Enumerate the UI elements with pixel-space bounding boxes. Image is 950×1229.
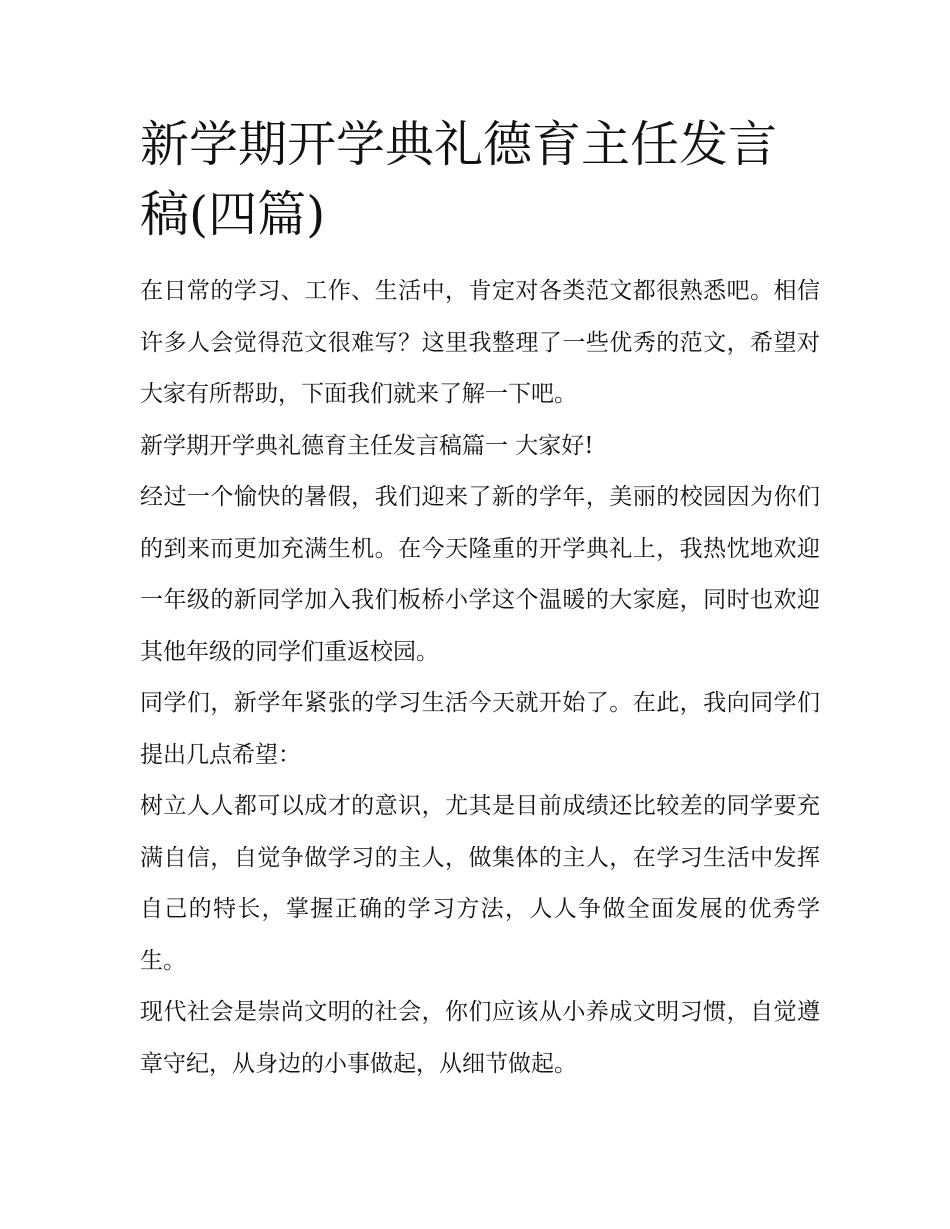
paragraph-hopes: 同学们，新学年紧张的学习生活今天就开始了。在此，我向同学们提出几点希望： [140,690,820,768]
paragraph-intro: 在日常的学习、工作、生活中，肯定对各类范文都很熟悉吧。相信许多人会觉得范文很难写？这里我整理了一些优秀的范文，希望对大家有所帮助，下面我们就来了解一下吧。 [140,278,820,407]
paragraph-civility: 现代社会是崇尚文明的社会，你们应该从小养成文明习惯，自觉遵章守纪，从身边的小事做起，从细节做起。 [140,999,820,1077]
paragraph-greeting: 新学期开学典礼德育主任发言稿篇一 大家好! [140,432,594,459]
document-title: 新学期开学典礼德育主任发言稿(四篇) [140,116,778,243]
document-body [140,266,820,1090]
document-page [140,110,820,1090]
paragraph-welcome: 经过一个愉快的暑假，我们迎来了新的学年，美丽的校园因为你们的到来而更加充满生机。在今天隆重的开学典礼上，我热忱地欢迎一年级的新同学加入我们板桥小学这个温暖的大家庭，同时也欢迎其他年级的同学们重返校园。 [140,484,820,665]
paragraph-confidence: 树立人人都可以成才的意识，尤其是目前成绩还比较差的同学要充满自信，自觉争做学习的主人，做集体的主人，在学习生活中发挥自己的特长，掌握正确的学习方法，人人争做全面发展的优秀学生。 [140,793,820,974]
